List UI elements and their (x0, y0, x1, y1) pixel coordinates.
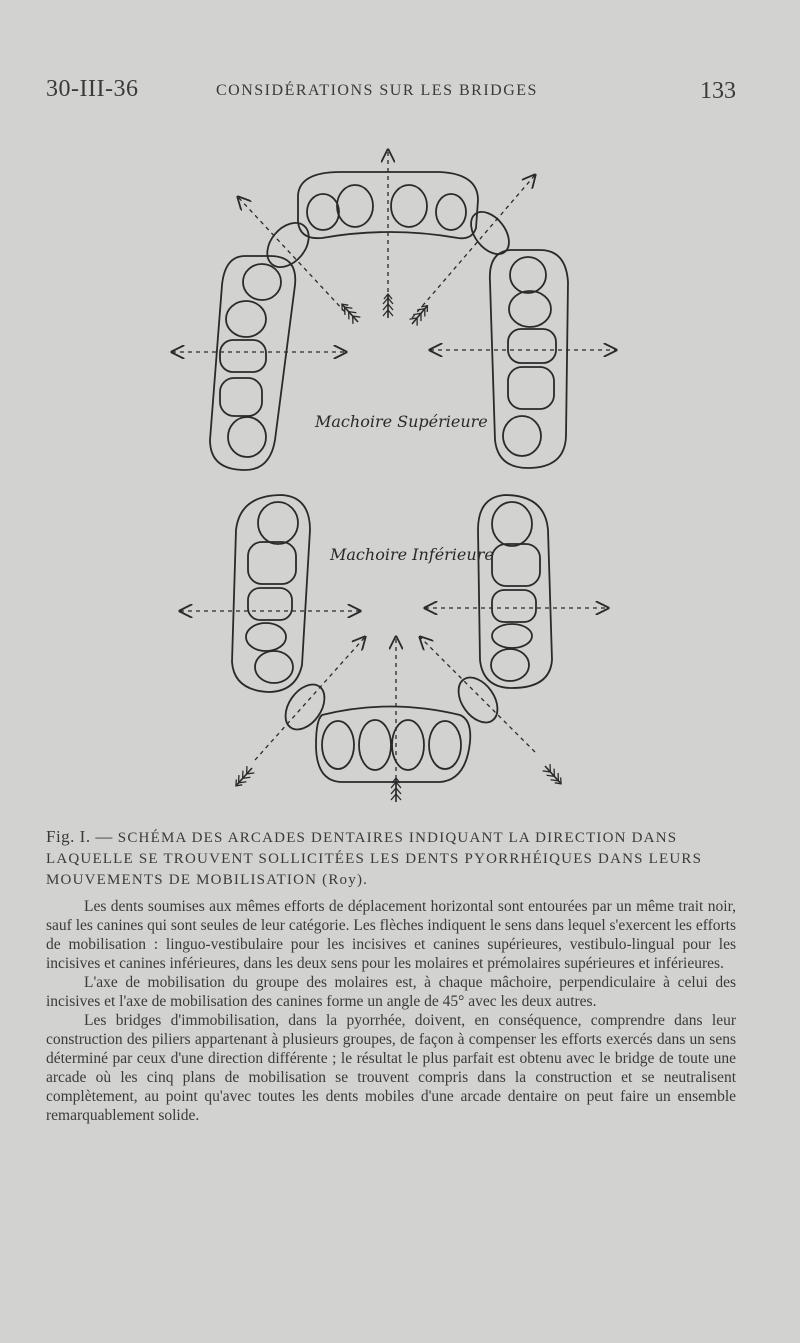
upper-left-molar-group (210, 256, 295, 470)
caption-text: SCHÉMA DES ARCADES DENTAIRES INDIQUANT LA DIRECTION DANS LAQUELLE SE TROUVENT SOLLICITÉES LES DENTS PYORRHÉIQUES DANS LEURS MOUVEMENTS DE MOBILISATION (Roy). (46, 830, 703, 888)
paragraph: Les bridges d'immobilisation, dans la pyorrhée, doivent, en conséquence, comprendre dans leur construction des piliers appartenant à plusieurs groupes, de façon à compenser les efforts exercés dans un sens déterminé par ceux d'une direction différente ; le résultat le plus parfait est obtenu avec le bridge de toute une arcade où les cinq plans de mobilisation se trouvent compris dans la construction et se neutralisent complètement, au point qu'avec toutes les dents mobiles d'une arcade dentaire on peut faire un ensemble remarquablement solide. (46, 1012, 736, 1124)
paragraph: L'axe de mobilisation du groupe des molaires est, à chaque mâchoire, perpendiculaire à celui des incisives et l'axe de mobilisation des canines forme un angle de 45° avec les deux autres. (46, 974, 736, 1010)
lower-jaw-label: Machoire Inférieure (330, 545, 494, 564)
lower-right-molar-group (478, 495, 552, 688)
upper-jaw-label: Machoire Supérieure (315, 412, 488, 431)
header-date: 30-III-36 (46, 76, 139, 102)
lower-left-molar-group (232, 495, 310, 692)
body-text (46, 897, 736, 1125)
page-number: 133 (700, 78, 736, 104)
paragraph: Les dents soumises aux mêmes efforts de déplacement horizontal sont entourées par un même trait noir, sauf les canines qui sont seules de leur catégorie. Les flèches indiquent le sens dans lequel s'exercent les efforts de mobilisation : linguo-vestibulaire pour les incisives et canines supérieures, vestibulo-lingual pour les incisives et canines inférieures, dans les deux sens pour les molaires et prémolaires supérieures et inférieures. (46, 898, 736, 972)
lower-right-canine (451, 670, 506, 729)
upper-right-canine (463, 205, 516, 261)
lower-left-canine (278, 677, 333, 736)
lower-incisor-group (316, 707, 470, 783)
upper-incisor-group (298, 172, 478, 238)
upper-right-molar-group (490, 250, 568, 468)
figure-number: Fig. I. — (46, 827, 113, 846)
mobilisation-axes (172, 150, 616, 795)
figure-caption (46, 826, 736, 891)
header-title: CONSIDÉRATIONS SUR LES BRIDGES (216, 82, 538, 99)
upper-left-canine (259, 215, 317, 275)
